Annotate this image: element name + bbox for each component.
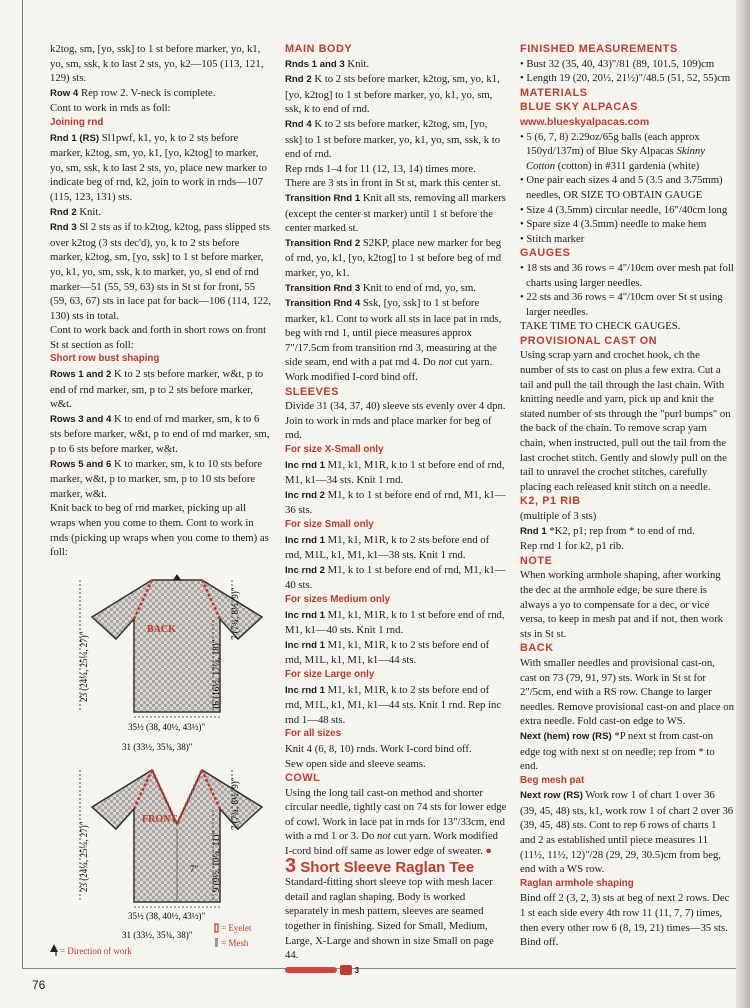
subheading-medium: For sizes Medium only xyxy=(285,593,391,605)
paragraph: Cont to work in rnds as foll: xyxy=(50,102,171,115)
row-text: Knit all sts, removing all markers (except the center st marker) until 1 st before the center marked st. xyxy=(285,191,506,235)
front-hem-label: 31 (33½, 35¾, 38)" xyxy=(122,930,193,940)
emphasis: not xyxy=(438,356,453,369)
heading-main-body: MAIN BODY xyxy=(285,43,353,55)
row-text: Ssk, [yo, ssk] to 1 st before marker, k1. Cont to work all sts in lace pat in rnds, beg with rnd 1, until piece measures approx 7"/17.5cm from transition rnd 3, measuring at the side seam, end with a pat rnd 4. Do xyxy=(285,297,502,369)
left-margin-rule xyxy=(22,0,23,968)
paragraph xyxy=(285,117,507,162)
row-text: *P next st from cast-on edge tog with next st on needle; rep from * to end. xyxy=(520,729,715,773)
heading-gauges: GAUGES xyxy=(520,247,571,260)
row-text: S2KP, place new marker for beg of rnd, yo, k1, [yo, k2tog] to 1 st before beg of rnd marker, yo, k1. xyxy=(285,236,502,279)
row-text: M1, k1, M1R, k to 1 st before end of rnd, M1, k1—40 sts. Knit 1 rnd. xyxy=(285,608,505,637)
row-text: K to 2 sts before marker, k2tog, sm, yo, k1, [yo, k2tog] to 1 st before marker, yo, k1, yo, sm, ssk, k to end of rnd. xyxy=(285,73,500,116)
row-label: Rnd 1 xyxy=(520,525,547,537)
row-label: Rnds 1 and 3 xyxy=(285,58,345,70)
row-text: Knit. xyxy=(344,57,370,70)
pattern-title-text: Short Sleeve Raglan Tee xyxy=(296,858,475,876)
subheading-joining-rnd: Joining rnd xyxy=(50,116,104,128)
front-label: FRONT xyxy=(142,814,177,825)
paragraph: Cont to work back and forth in short rows on front St st section as foll: xyxy=(50,324,267,351)
row-text: M1, k to 1 st before end of rnd, M1, k1—40 sts. xyxy=(285,563,506,592)
row-label: Inc rnd 1 xyxy=(285,609,325,621)
paragraph xyxy=(285,281,507,297)
paragraph xyxy=(50,205,272,221)
front-length-label: 23 (24¼, 25¼, 27)" xyxy=(79,821,89,892)
subheading-all-sizes: For all sizes xyxy=(285,728,342,740)
paragraph xyxy=(50,131,272,205)
legend-eyelet: = Eyelet xyxy=(221,923,252,933)
mesh-legend-icon xyxy=(215,938,218,947)
row-text: Rep row 2. V-neck is complete. xyxy=(78,86,216,99)
row-label: Transition Rnd 1 xyxy=(285,192,361,204)
paragraph: Bind off 2 (3, 2, 3) sts at beg of next 2 rows. Dec 1 st each side every 4th row 11 (11, 7, 7) times, then every other row 6 (8, 19, 21) times—35 sts. Bind off. xyxy=(520,892,730,949)
list-item: • One pair each sizes 4 and 5 (3.5 and 3.75mm) needles, OR SIZE TO OBTAIN GAUGE xyxy=(520,174,723,201)
schematic-diagrams xyxy=(50,572,272,967)
paragraph: Rep rnds 1–4 for 11 (12, 13, 14) times more. xyxy=(285,162,476,175)
row-label: Next row (RS) xyxy=(520,790,583,802)
paragraph xyxy=(285,57,507,73)
emphasis: not xyxy=(377,830,391,843)
eyelet-legend-icon xyxy=(215,924,218,932)
row-label: Row 4 xyxy=(50,87,79,99)
front-schematic xyxy=(79,770,262,940)
list-text: (cotton) in #311 gardenia (white) xyxy=(555,159,700,172)
paragraph: Divide 31 (34, 37, 40) sleeve sts evenly over 4 dpn. Join to work in rnds and place marker for beg of rnd. xyxy=(285,400,506,442)
column-left xyxy=(50,42,272,560)
back-hem-label: 31 (33½, 35¾, 38)" xyxy=(122,742,193,752)
row-text: M1, k1, M1R, k to 2 sts before end of rnd, M1L, k1, M1, k1—38 sts. Knit 1 rnd. xyxy=(285,533,490,562)
heading-finished-measurements: FINISHED MEASUREMENTS xyxy=(520,43,678,55)
list-text: • 5 (6, 7, 8) 2.29oz/65g balls (each approx 150yd/137m) of Blue Sky Alpacas xyxy=(520,130,700,158)
page-binding-shadow xyxy=(736,0,750,1008)
paragraph xyxy=(520,524,734,540)
paragraph xyxy=(285,72,507,117)
row-text: K to 2 sts before marker, w&t, p to end of rnd marker, sm, p to 2 sts before marker, w&t. xyxy=(50,368,264,411)
row-label: Rnd 2 xyxy=(50,206,77,218)
back-body-label: 16 (16½, 17¼, 18)" xyxy=(211,639,221,710)
row-label: Inc rnd 1 xyxy=(285,684,325,696)
list-item: • Bust 32 (35, 40, 43)"/81 (89, 101.5, 109)cm xyxy=(520,57,715,70)
brand-url-link[interactable]: www.blueskyalpacas.com xyxy=(520,115,650,128)
paragraph: TAKE TIME TO CHECK GAUGES. xyxy=(520,320,681,333)
back-armhole-label: 7 (7¾, 8½, 9)" xyxy=(230,587,240,640)
paragraph: Knit back to beg of rnd marker, picking up all wraps when you come to them. Cont to work in rnds (picking up wraps when you come to them) as foll: xyxy=(50,502,269,559)
subheading-large: For size Large only xyxy=(285,668,375,680)
skill-level xyxy=(285,963,507,979)
subheading-raglan: Raglan armhole shaping xyxy=(520,877,634,889)
row-label: Rows 1 and 2 xyxy=(50,369,112,381)
row-label: Inc rnd 2 xyxy=(285,564,325,576)
pattern-title xyxy=(285,854,507,877)
front-vneck-label: 7" xyxy=(190,864,199,874)
paragraph xyxy=(50,412,272,457)
page-number: 76 xyxy=(32,978,46,992)
direction-arrow-icon xyxy=(173,574,181,580)
back-label: BACK xyxy=(147,624,176,635)
heading-back: BACK xyxy=(520,642,554,655)
paragraph xyxy=(285,608,507,638)
row-label: Inc rnd 2 xyxy=(285,489,325,501)
pattern-number: 3 xyxy=(285,854,297,877)
subheading-beg-mesh: Beg mesh pat xyxy=(520,774,585,786)
paragraph xyxy=(50,367,272,412)
row-label: Transition Rnd 3 xyxy=(285,282,361,294)
paragraph xyxy=(285,563,507,593)
row-label: Next (hem) row (RS) xyxy=(520,730,612,742)
row-text: K to 2 sts before marker, k2tog, sm, [yo, ssk] to 1 st before marker, yo, k1, yo, sm, ssk, k to end of rnd. xyxy=(285,117,501,161)
paragraph xyxy=(285,533,507,563)
list-item: • Spare size 4 (3.5mm) needle to make hem xyxy=(520,218,707,231)
paragraph xyxy=(285,488,507,518)
front-armhole-label: 7 (7¾, 8½, 9)" xyxy=(230,777,240,830)
row-text: cut yarn. Work modified I-cord bind off. xyxy=(285,356,493,384)
skill-level-badge-icon xyxy=(340,965,352,975)
paragraph: Using scrap yarn and crochet hook, ch the number of sts to cast on plus a few extra. Cut a tail and pull the tail through the last chain. With knitting needle and yarn, pick up and knit the stated number of sts through the "purl bumps" on the back of the chain. To remove scrap yarn chain, when instructed, pull out the tail from the last crochet stitch. Gently and slowly pull on the tail to unravel the crochet stitches, carefully placing each released knit stitch on a needle. xyxy=(520,349,731,493)
yarn-name: Skinny Cotton xyxy=(526,145,706,172)
paragraph: There are 3 sts in front in St st, mark this center st. xyxy=(285,177,502,190)
row-label: Inc rnd 1 xyxy=(285,639,325,651)
paragraph xyxy=(285,683,507,728)
paragraph xyxy=(285,786,507,859)
skill-level-bar-icon xyxy=(285,967,337,973)
list-item: • Stitch marker xyxy=(520,232,585,245)
paragraph xyxy=(285,638,507,668)
row-text: Work row 1 of chart 1 over 36 (39, 45, 48) sts, k1, work row 1 of chart 2 over 36 (39, 45, 48) sts. Cont to rep 6 rows of charts 1 and 2 as established until piece measures 11 (11½, 11½, 12)"/28 (29, 29, 30.5)cm from beg, end with a WS row. xyxy=(520,789,734,876)
front-width-label: 35½ (38, 40½, 43½)" xyxy=(128,911,206,921)
column-middle xyxy=(285,42,507,978)
row-label: Rows 5 and 6 xyxy=(50,458,112,470)
paragraph: With smaller needles and provisional cast-on, cast on 73 (79, 91, 97) sts. Work in St st for 2"/5cm, end with a RS row. Change to larger needles. Remove provisional cast-on and place on extra needle. Fold cast-on edge to WS. xyxy=(520,656,734,728)
cowl-text: cut yarn. Work modified I-cord bind off same as lower edge of sweater. xyxy=(285,830,498,858)
paragraph: Knit 4 (6, 8, 10) rnds. Work I-cord bind off. xyxy=(285,742,472,755)
row-text: M1, k1, M1R, k to 2 sts before end of rnd, M1L, k1, M1, k1—44 sts. Knit 1 rnd. Rep inc rnd 1—48 sts. xyxy=(285,683,502,726)
row-label: Rnd 2 xyxy=(285,74,312,86)
row-label: Inc rnd 1 xyxy=(285,459,325,471)
legend-mesh: = Mesh xyxy=(221,938,249,948)
heading-materials: MATERIALS xyxy=(520,86,588,99)
legend-direction: = Direction of work xyxy=(60,946,132,956)
list-item: • 22 sts and 36 rows = 4"/10cm over St st using larger needles. xyxy=(520,291,723,318)
row-label: Inc rnd 1 xyxy=(285,534,325,546)
paragraph xyxy=(520,729,734,774)
back-schematic xyxy=(79,574,262,752)
paragraph: Sew open side and sleeve seams. xyxy=(285,757,426,770)
subheading-short-row: Short row bust shaping xyxy=(50,353,160,365)
row-label: Rows 3 and 4 xyxy=(50,413,112,425)
row-text: M1, k1, M1R, k to 2 sts before end of rnd, M1L, k1, M1, k1—44 sts. xyxy=(285,638,490,667)
paragraph xyxy=(50,86,272,102)
paragraph xyxy=(50,457,272,502)
row-label: Transition Rnd 2 xyxy=(285,237,361,249)
column-right xyxy=(520,42,734,950)
front-body-label: 9 (9½, 10¼, 11)" xyxy=(211,830,221,892)
subheading-xs: For size X-Small only xyxy=(285,444,384,456)
paragraph: Standard-fitting short sleeve top with mesh lacer detail and raglan shaping. Body is worked separately in mesh pattern, sleeves are seamed together in finishing. Sized for Small, Medium, Large, X-Large and shown in size Small on page 44. xyxy=(285,876,494,962)
paragraph: k2tog, sm, [yo, ssk] to 1 st before marker, yo, k1, yo, sm, ssk, k to last 2 sts, yo, k2—105 (113, 121, 129) sts. xyxy=(50,43,264,85)
row-text: Sl 2 sts as if to k2tog, k2tog, pass slipped sts over k2tog (3 sts dec'd), yo, k to 2 sts before marker, k2tog, sm, [yo, ssk] to 1 st before marker, yo, k1, yo, sm, ssk, k to marker, yo, sl end of rnd marker—51 (55, 59, 63) sts in St st for front, 55 (59, 63, 67) sts in lace pat for back—106 (114, 122, 130) sts in total. xyxy=(50,221,272,322)
back-length-label: 23 (24¼, 25¼, 27)" xyxy=(79,631,89,702)
paragraph: (multiple of 3 sts) xyxy=(520,510,597,522)
row-text: Knit to end of rnd, yo, sm. xyxy=(360,281,476,294)
subheading-small: For size Small only xyxy=(285,519,374,530)
row-text: K to marker, sm, k to 10 sts before marker, w&t, p to marker, sm, p to 10 sts before marker, w&t. xyxy=(50,457,262,500)
row-text: M1, k1, M1R, k to 1 st before end of rnd, M1, k1—34 sts. Knit 1 rnd. xyxy=(285,458,505,487)
cowl-text: Using the long tail cast-on method and shorter circular needle, tightly cast on 74 sts for lower edge of cowl. Work in lace pat in rnds for 13"/33cm, end with a rnd 1 or 3. Do xyxy=(285,786,507,843)
paragraph: Rep rnd 1 for k2, p1 rib. xyxy=(520,540,624,553)
direction-arrow-icon xyxy=(50,944,58,952)
row-text: Sl1pwf, k1, yo, k to 2 sts before marker, k2tog, sm, yo, k1, [yo, k2tog] to marker, yo, sm, ssk, k to last 2 sts, yo, place new marker to indicate beg of rnd, k2, join to work in rnds—107 (115, 123, 131) sts. xyxy=(50,131,267,203)
paragraph xyxy=(285,296,507,385)
heading-cowl: COWL xyxy=(285,772,321,785)
row-label: Rnd 3 xyxy=(50,222,77,234)
back-width-label: 35½ (38, 40½, 43½)" xyxy=(128,722,206,732)
heading-brand: BLUE SKY ALPACAS xyxy=(520,101,638,114)
list-item: • Size 4 (3.5mm) circular needle, 16"/40cm long xyxy=(520,203,728,216)
list-item xyxy=(520,130,734,174)
row-label: Transition Rnd 4 xyxy=(285,298,361,310)
heading-provisional-cast-on: PROVISIONAL CAST ON xyxy=(520,334,658,347)
paragraph xyxy=(50,220,272,323)
skill-level-number: 3 xyxy=(354,965,360,975)
paragraph xyxy=(520,788,734,877)
row-text: *K2, p1; rep from * to end of rnd. xyxy=(546,524,695,537)
row-text: M1, k to 1 st before end of rnd, M1, k1—36 sts. xyxy=(285,488,506,517)
paragraph xyxy=(285,236,507,281)
list-item: • 18 sts and 36 rows = 4"/10cm over mesh pat foll charts using larger needles. xyxy=(520,261,734,289)
list-item: • Length 19 (20, 20½, 21½)"/48.5 (51, 52, 55)cm xyxy=(520,72,731,85)
row-text: Knit. xyxy=(76,205,102,218)
row-label: Rnd 1 (RS) xyxy=(50,132,100,144)
paragraph: When working armhole shaping, after working the dec at the armhole edge, be sure there is always a yo to compensate for a dec, or vice versa, to keep in mesh pat and if not, then work sts in St st. xyxy=(520,569,724,640)
paragraph xyxy=(285,458,507,488)
heading-sleeves: SLEEVES xyxy=(285,385,340,398)
row-label: Rnd 4 xyxy=(285,118,312,130)
heading-rib: K2, P1 RIB xyxy=(520,495,581,508)
paragraph xyxy=(285,191,507,236)
heading-note: NOTE xyxy=(520,554,553,567)
end-bullet-icon: ● xyxy=(485,845,492,858)
row-text: K to end of rnd marker, sm, k to 6 sts before marker, w&t, p to end of rnd marker, sm, p to 6 sts before marker, w&t. xyxy=(50,412,270,456)
